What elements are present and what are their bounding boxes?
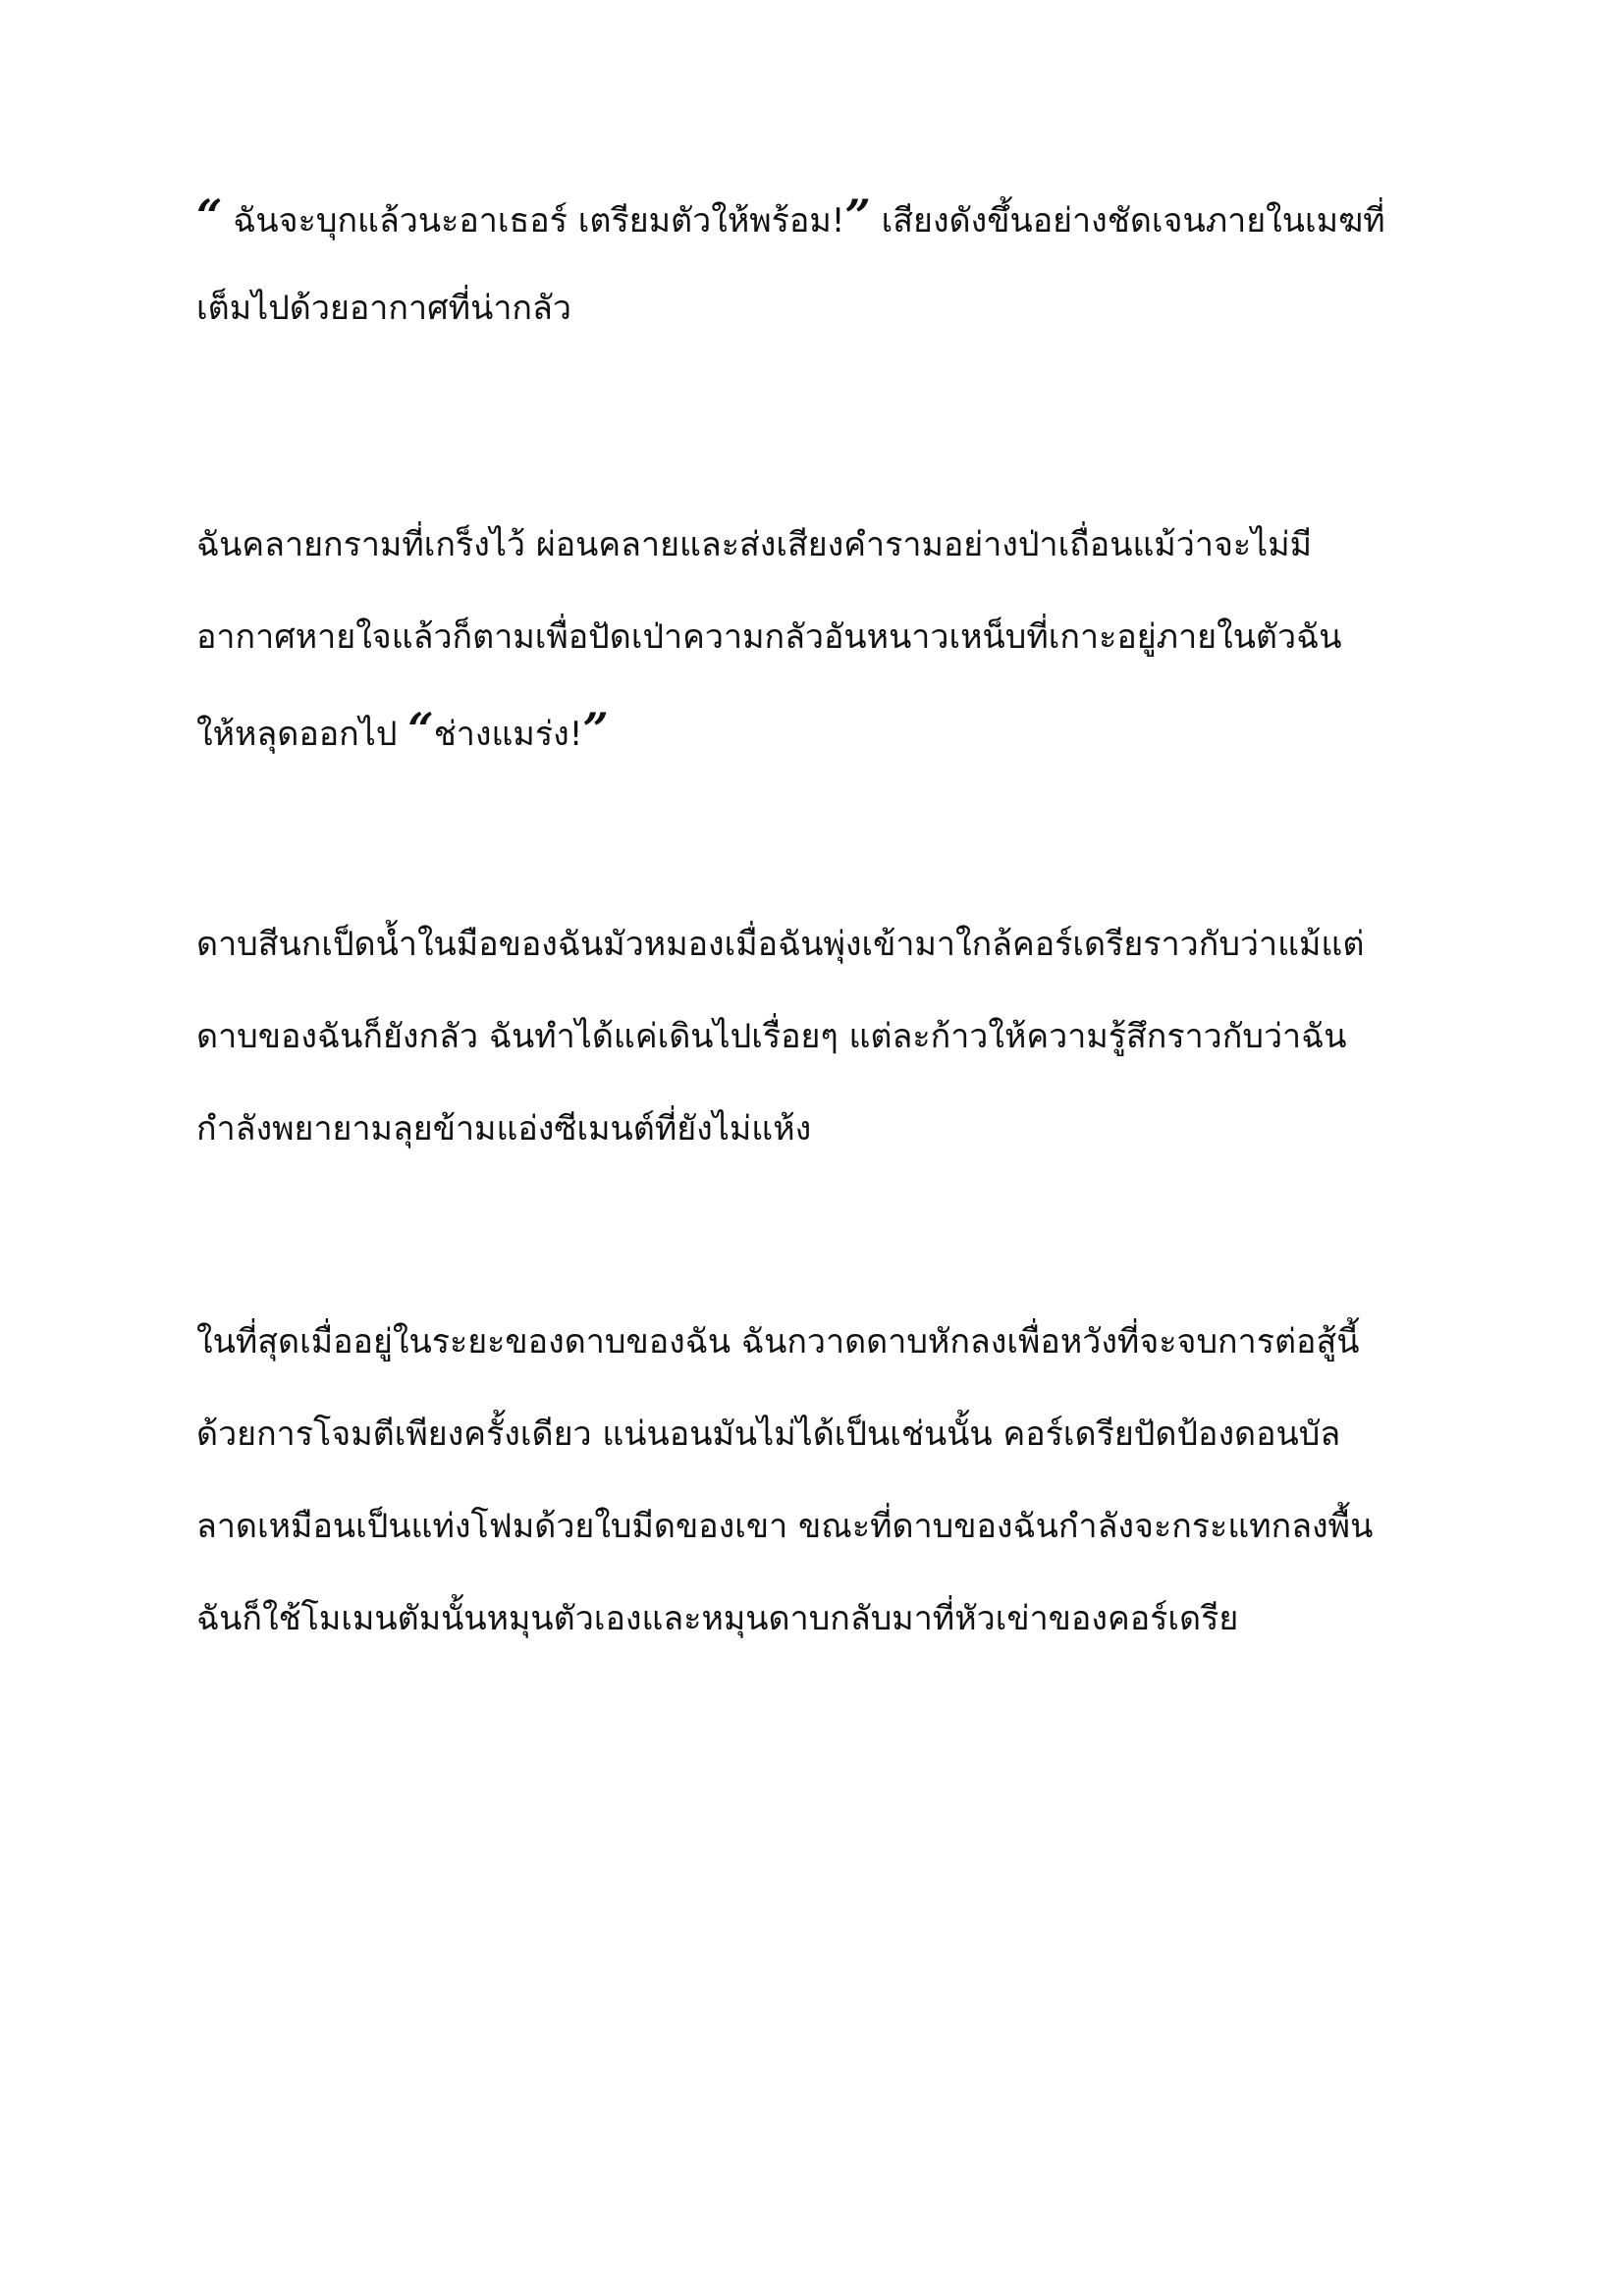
paragraph-line: กำลังพยายามลุยข้ามแอ่งซีเมนต์ที่ยังไม่แห้ง bbox=[196, 1109, 812, 1148]
paragraph-line: ดาบของฉันก็ยังกลัว ฉันทำได้แค่เดินไปเรื่อยๆ แต่ละก้าวให้ความรู้สึกราวกับว่าฉัน bbox=[196, 1017, 1347, 1056]
paragraph-line: เต็มไปด้วยอากาศที่น่ากลัว bbox=[196, 289, 571, 328]
paragraph-line: ลาดเหมือนเป็นแท่งโฟมด้วยใบมีดของเขา ขณะที่ดาบของฉันกำลังจะกระแทกลงพื้น bbox=[196, 1507, 1374, 1546]
paragraph-4 bbox=[196, 1296, 1443, 1665]
close-quote: ” bbox=[844, 189, 871, 242]
paragraph-line: ฉันคลายกรามที่เกร็งไว้ ผ่อนคลายและส่งเสียงคำรามอย่างป่าเถื่อนแม้ว่าจะไม่มี bbox=[196, 525, 1313, 564]
paragraph-line: ดาบสีนกเป็ดน้ำในมือของฉันมัวหมองเมื่อฉันพุ่งเข้ามาใกล้คอร์เดรียราวกับว่าแม้แต่ bbox=[196, 925, 1365, 964]
paragraph-line bbox=[196, 683, 1443, 775]
line-text: ช่างแมร่ง! bbox=[433, 715, 583, 754]
open-quote: “ bbox=[196, 189, 223, 242]
paragraph-3 bbox=[196, 898, 1443, 1175]
paragraph-line: ในที่สุดเมื่ออยู่ในระยะของดาบของฉัน ฉันกวาดดาบหักลงเพื่อหวังที่จะจบการต่อสู้นี้ bbox=[196, 1322, 1360, 1362]
paragraph-line bbox=[196, 170, 1443, 262]
line-text: เสียงดังขึ้นอย่างชัดเจนภายในเมฆที่ bbox=[870, 201, 1385, 240]
paragraph-line: อากาศหายใจแล้วก็ตามเพื่อปัดเป่าความกลัวอันหนาวเหน็บที่เกาะอยู่ภายในตัวฉัน bbox=[196, 617, 1342, 657]
paragraph-1 bbox=[196, 170, 1443, 354]
paragraph-line: ฉันก็ใช้โมเมนตัมนั้นหมุนตัวเองและหมุนดาบกลับมาที่หัวเข่าของคอร์เดรีย bbox=[196, 1599, 1239, 1638]
close-quote: ” bbox=[582, 703, 609, 756]
paragraph-line: ด้วยการโจมตีเพียงครั้งเดียว แน่นอนมันไม่ได้เป็นเช่นนั้น คอร์เดรียปัดป้องดอนบัล bbox=[196, 1415, 1341, 1454]
line-text: ฉันจะบุกแล้วนะอาเธอร์ เตรียมตัวให้พร้อม! bbox=[222, 201, 845, 240]
paragraph-2 bbox=[196, 499, 1443, 775]
open-quote: “ bbox=[407, 703, 434, 756]
line-text: ให้หลุดออกไป bbox=[196, 715, 408, 754]
